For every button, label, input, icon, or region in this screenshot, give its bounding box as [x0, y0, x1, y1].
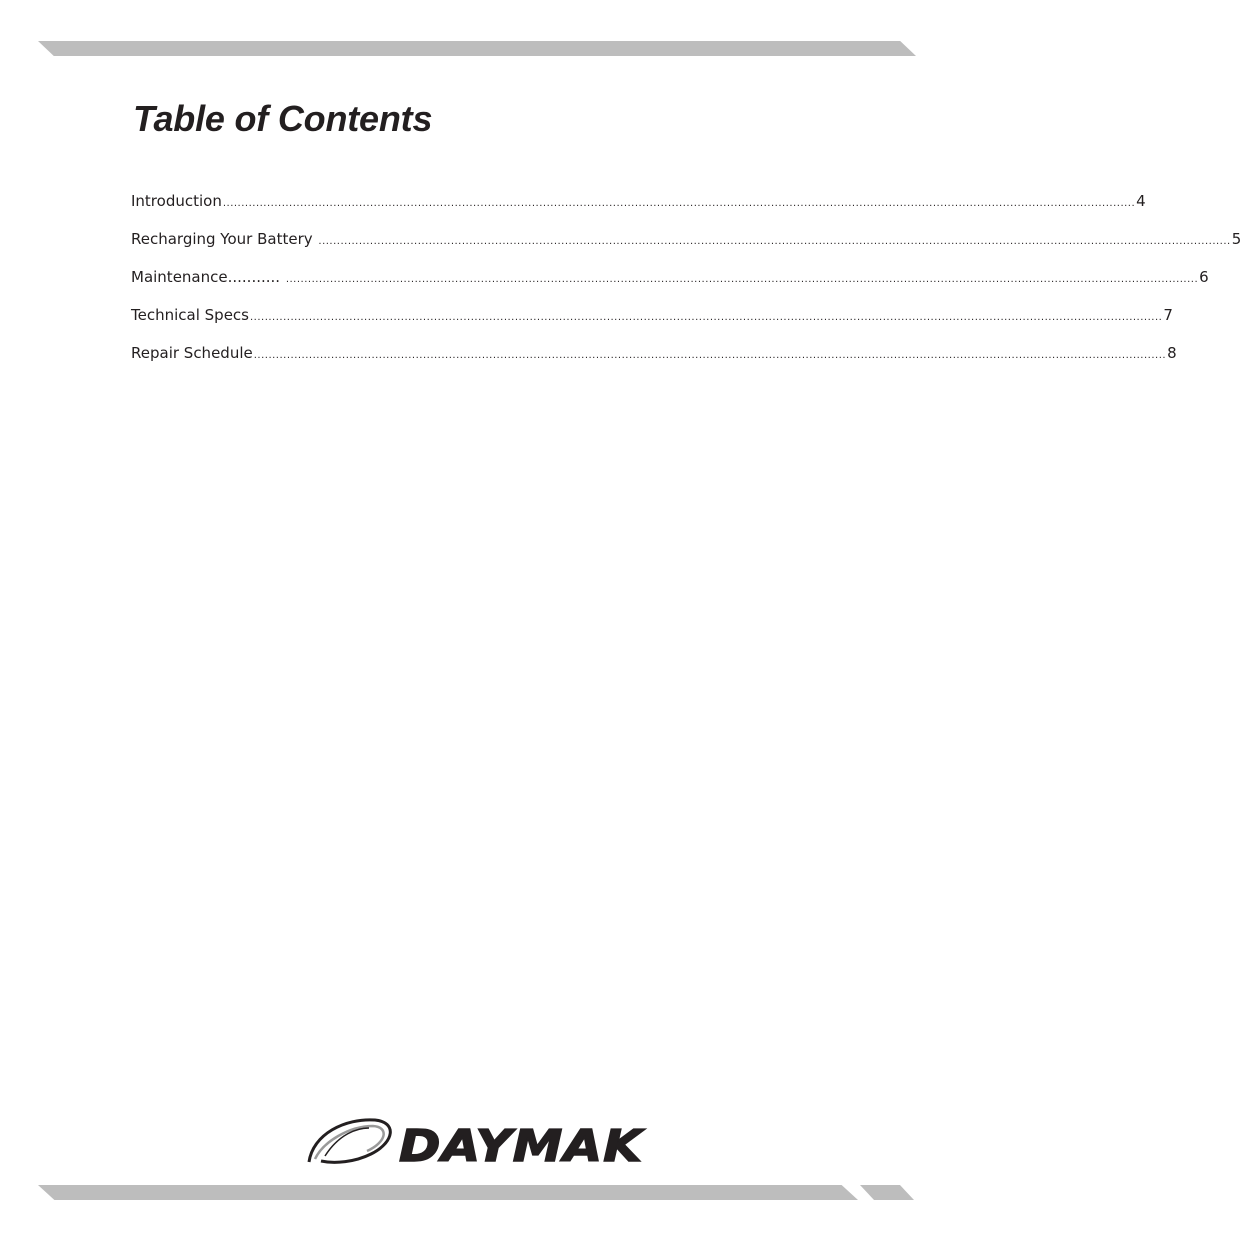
page-title: Table of Contents — [133, 98, 433, 139]
daymak-logo — [305, 1112, 647, 1172]
toc-entry-label: Introduction — [131, 192, 222, 210]
toc-entry-maintenance[interactable] — [131, 268, 1209, 306]
toc-entry-label: Maintenance........... — [131, 268, 285, 286]
toc-dot-leader: ........................................................................................................................................................................................................................................................ — [318, 236, 1231, 247]
toc-page-number: 8 — [1167, 344, 1177, 362]
footer-page-tab — [860, 1185, 914, 1200]
toc-entry-recharging-your-battery[interactable] — [131, 230, 1241, 268]
logo-wordmark: DAYMAK — [399, 1121, 646, 1172]
logo-swoosh-icon — [309, 1120, 390, 1162]
toc-entry-label: Technical Specs — [131, 306, 249, 324]
toc-page-number: 6 — [1199, 268, 1209, 286]
toc-entry-label: Repair Schedule — [131, 344, 253, 362]
toc-page-number: 4 — [1136, 192, 1146, 210]
toc-page-number: 7 — [1163, 306, 1173, 324]
toc-entry-technical-specs[interactable] — [131, 306, 1173, 344]
toc-dot-leader: ........................................................................................................................................................................................................................................................ — [253, 350, 1167, 361]
toc-entry-label: Recharging Your Battery — [131, 230, 318, 248]
toc-dot-leader: ........................................................................................................................................................................................................................................................ — [249, 312, 1163, 323]
toc-entry-repair-schedule[interactable] — [131, 344, 1177, 382]
toc-entry-introduction[interactable] — [131, 192, 1146, 230]
header-decorative-bar — [38, 41, 916, 56]
toc-dot-leader: ........................................................................................................................................................................................................................................................ — [222, 198, 1136, 209]
footer-decorative-bar — [38, 1185, 858, 1200]
toc-page-number: 5 — [1231, 230, 1241, 248]
toc-dot-leader: ........................................................................................................................................................................................................................................................ — [285, 274, 1199, 285]
table-of-contents — [131, 192, 1241, 382]
